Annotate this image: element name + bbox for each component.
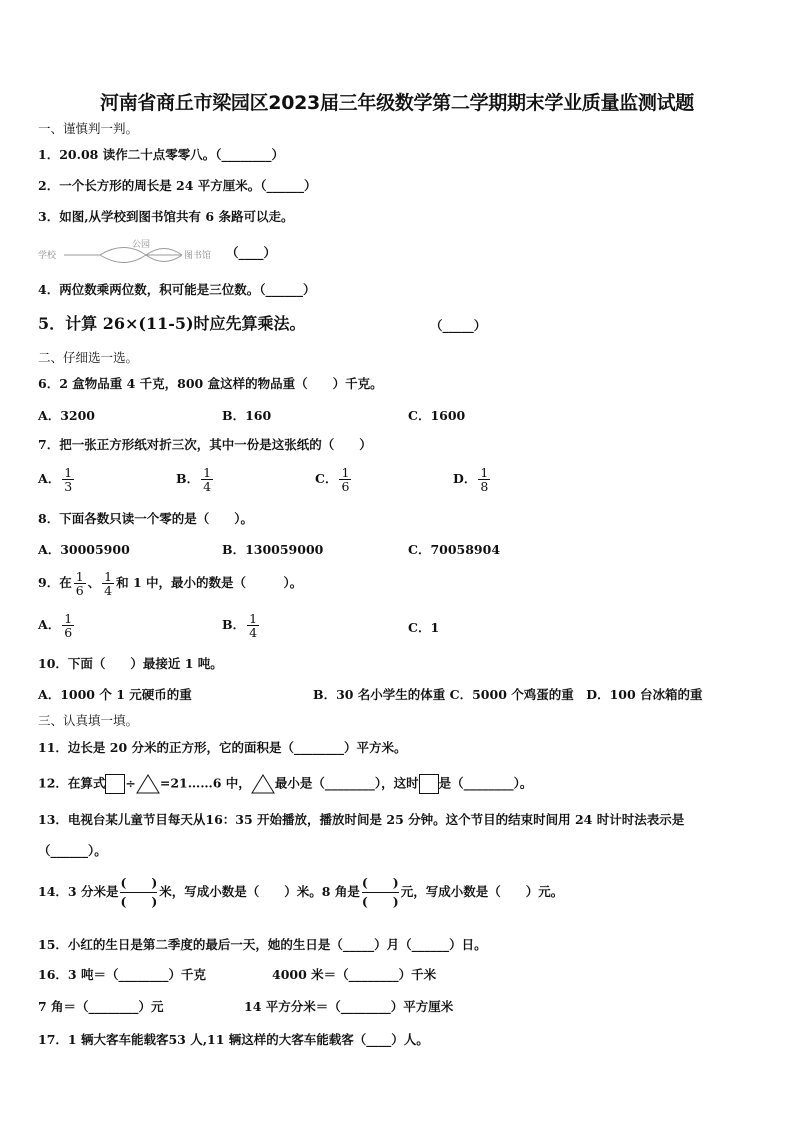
q9-option-b-den: 4 — [249, 625, 258, 640]
question-11: 11．边长是 20 分米的正方形，它的面积是（________）平方米。 — [38, 740, 407, 755]
q7-frac-d — [478, 466, 490, 493]
question-14 — [38, 874, 563, 911]
q9-option-b — [222, 612, 261, 639]
q6-option-c: C．1600 — [408, 408, 466, 423]
q7-option-a — [38, 466, 76, 493]
q9-frac-2 — [102, 570, 114, 597]
q7-option-c — [315, 466, 353, 493]
q7-frac-c-num: 1 — [341, 465, 350, 480]
q6-option-b: B．160 — [222, 408, 272, 423]
section-heading-1: 一、谨慎判一判。 — [38, 121, 139, 136]
triangle-icon-2 — [251, 774, 275, 794]
q7-frac-c — [339, 466, 351, 493]
question-17: 17．1 辆大客车能载客53 人,11 辆这样的大客车能载客（____）人。 — [38, 1032, 429, 1047]
question-16-b: 4000 米＝（________）千米 — [272, 967, 437, 982]
q7-option-d-label: D． — [453, 471, 477, 486]
question-9 — [38, 570, 302, 597]
q14-pre: 14．3 分米是 — [38, 884, 119, 899]
q7-option-a-label: A． — [38, 471, 61, 486]
q7-option-b — [176, 466, 215, 493]
q7-frac-a — [62, 466, 74, 493]
page-title: 河南省商丘市梁园区2023届三年级数学第二学期期末学业质量监测试题 — [100, 92, 694, 114]
q7-frac-c-den: 6 — [341, 479, 350, 494]
question-1: 1．20.08 读作二十点零零八。（________） — [38, 147, 284, 162]
question-12 — [38, 774, 532, 794]
label-school: 学校 — [38, 251, 57, 261]
q7-frac-a-num: 1 — [64, 465, 73, 480]
q7-frac-b-den: 4 — [203, 479, 212, 494]
square-box-icon — [105, 774, 125, 794]
q14-frac-1 — [120, 874, 157, 911]
q14-frac-2-den: ( ) — [361, 894, 399, 909]
question-7: 7．把一张正方形纸对折三次，其中一份是这张纸的（ ） — [38, 437, 372, 452]
question-5-blank: （_____） — [430, 318, 487, 333]
label-park: 公园 — [132, 240, 151, 250]
q12-post: 是（________）。 — [438, 775, 533, 791]
question-3-blank: （____） — [226, 245, 277, 260]
section-heading-3: 三、认真填一填。 — [38, 713, 139, 728]
q9-frac-1-num: 1 — [75, 569, 84, 584]
q12-mid: =21……6 中， — [159, 775, 251, 791]
q9-frac-2-den: 4 — [104, 583, 113, 598]
q9-option-a-label: A． — [38, 617, 61, 632]
q9-option-b-num: 1 — [249, 611, 258, 626]
q7-option-d — [453, 466, 492, 493]
question-16-c: 7 角＝（________）元 — [38, 999, 164, 1014]
question-5: 5．计算 26×(11-5)时应先算乘法。 — [38, 314, 306, 333]
q14-post: 元，写成小数是（ ）元。 — [400, 884, 564, 899]
square-box-icon-2 — [419, 774, 439, 794]
q12-pre: 12．在算式 — [38, 775, 106, 791]
question-13-line-1: 13．电视台某儿童节目每天从16：35 开始播放，播放时间是 25 分钟。这个节目的结束时间用 24 时计时法表示是 — [38, 812, 685, 827]
q9-sep: 、 — [87, 575, 101, 590]
q14-mid: 米，写成小数是（ ）米。8 角是 — [159, 884, 360, 899]
q12-div-sign: ÷ — [125, 775, 136, 791]
question-4: 4．两位数乘两位数，积可能是三位数。（______） — [38, 282, 316, 297]
q9-post: 和 1 中，最小的数是（ ）。 — [116, 575, 303, 590]
question-6: 6．2 盒物品重 4 千克，800 盒这样的物品重（ ）千克。 — [38, 376, 383, 391]
section-heading-2: 二、仔细选一选。 — [38, 350, 139, 365]
q14-frac-1-num: ( ) — [120, 874, 157, 893]
q9-frac-1-den: 6 — [75, 583, 84, 598]
q7-option-c-label: C． — [315, 471, 338, 486]
route-diagram — [38, 238, 258, 270]
q9-frac-1 — [74, 570, 86, 597]
q9-option-c: C．1 — [408, 620, 440, 635]
question-16-a: 16．3 吨＝（________）千克 — [38, 967, 206, 982]
q9-pre: 9．在 — [38, 575, 72, 590]
q10-options-bcd: B．30 名小学生的体重 C．5000 个鸡蛋的重 D．100 台冰箱的重 — [313, 687, 703, 702]
q9-option-a-frac — [62, 612, 74, 639]
q8-option-c: C．70058904 — [408, 542, 501, 557]
q12-min: 最小是（________），这时 — [274, 775, 419, 791]
q8-option-b: B．130059000 — [222, 542, 324, 557]
question-15: 15．小红的生日是第二季度的最后一天，她的生日是（_____）月（______）日。 — [38, 937, 487, 952]
q6-option-a: A．3200 — [38, 408, 95, 423]
question-16-d: 14 平方分米＝（________）平方厘米 — [244, 999, 454, 1014]
q7-frac-d-den: 8 — [480, 479, 489, 494]
question-13-line-2: （______）。 — [38, 843, 107, 858]
label-library: 图书馆 — [184, 251, 212, 261]
q10-option-a: A．1000 个 1 元硬币的重 — [38, 687, 192, 702]
q7-frac-a-den: 3 — [64, 479, 73, 494]
q14-frac-1-den: ( ) — [120, 894, 158, 909]
question-10: 10．下面（ ）最接近 1 吨。 — [38, 656, 223, 671]
q9-option-a-num: 1 — [64, 611, 73, 626]
q9-option-a — [38, 612, 76, 639]
q14-frac-2 — [362, 874, 399, 911]
question-2: 2．一个长方形的周长是 24 平方厘米。（______） — [38, 178, 317, 193]
q7-option-b-label: B． — [176, 471, 200, 486]
q14-frac-2-num: ( ) — [362, 874, 399, 893]
question-8: 8．下面各数只读一个零的是（ ）。 — [38, 511, 253, 526]
q9-option-a-den: 6 — [64, 625, 73, 640]
q8-option-a: A．30005900 — [38, 542, 130, 557]
q9-option-b-label: B． — [222, 617, 246, 632]
q7-frac-b — [201, 466, 213, 493]
q7-frac-b-num: 1 — [203, 465, 212, 480]
q9-option-b-frac — [247, 612, 259, 639]
question-3: 3．如图,从学校到图书馆共有 6 条路可以走。 — [38, 209, 294, 224]
q9-frac-2-num: 1 — [104, 569, 113, 584]
triangle-icon — [136, 774, 160, 794]
q7-frac-d-num: 1 — [480, 465, 489, 480]
